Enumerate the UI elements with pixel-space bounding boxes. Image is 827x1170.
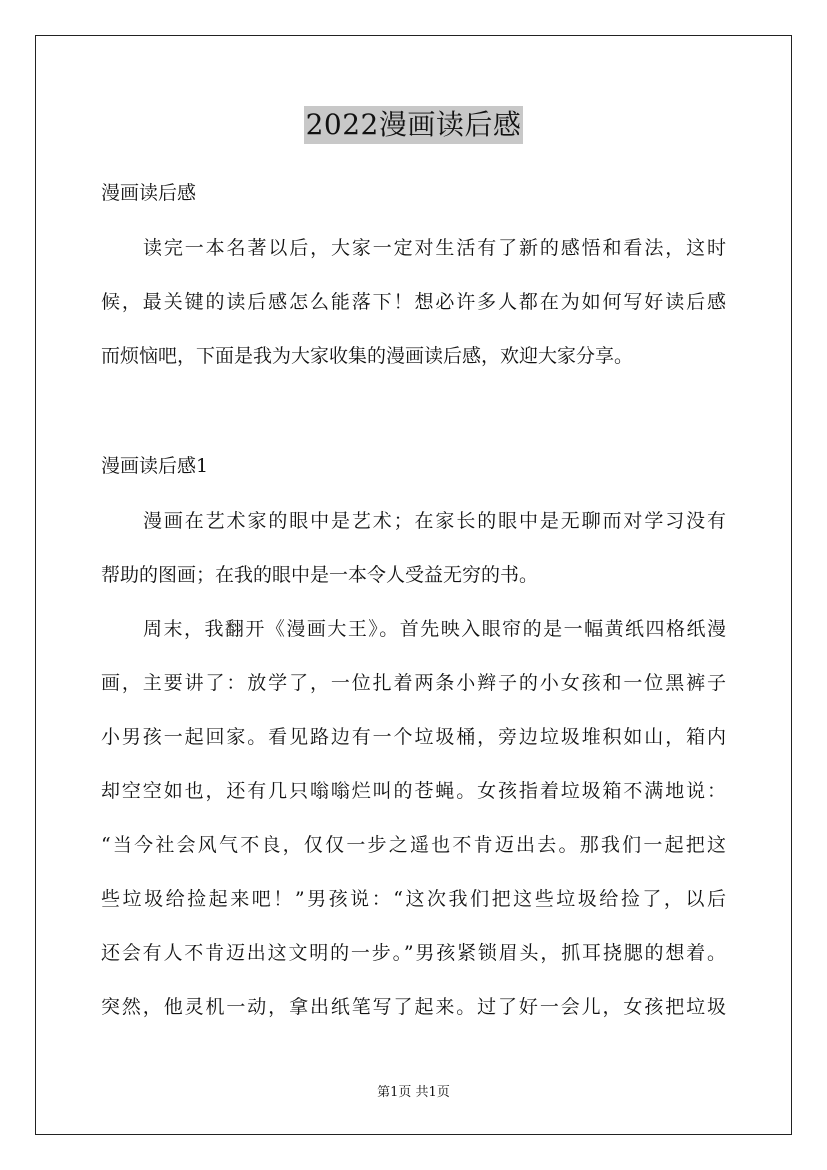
para2-line: 画，主要讲了：放学了，一位扎着两条小辫子的小女孩和一位黑裤子 (101, 672, 726, 694)
title-highlight: 2022漫画读后感 (304, 106, 524, 144)
para2-line: 周末，我翻开《漫画大王》。首先映入眼帘的是一幅黄纸四格纸漫 (143, 618, 726, 640)
document-title (0, 104, 827, 144)
section-1-heading: 漫画读后感1 (101, 455, 209, 477)
page-number-footer: 第1页 共1页 (377, 1085, 450, 1100)
para2-line: 突然，他灵机一动，拿出纸笔写了起来。过了好一会儿，女孩把垃圾 (101, 996, 726, 1018)
para1-line: 帮助的图画；在我的眼中是一本令人受益无穷的书。 (101, 564, 539, 586)
para2-line: 却空空如也，还有几只嗡嗡烂叫的苍蝇。女孩指着垃圾箱不满地说： (101, 780, 726, 802)
intro-line: 候，最关键的读后感怎么能落下！想必许多人都在为如何写好读后感 (101, 291, 726, 313)
intro-heading: 漫画读后感 (101, 182, 197, 204)
para2-line: 些垃圾给捡起来吧！”男孩说：“这次我们把这些垃圾给捡了，以后 (101, 888, 726, 910)
para2-line: 小男孩一起回家。看见路边有一个垃圾桶，旁边垃圾堆积如山，箱内 (101, 726, 726, 748)
para1-line: 漫画在艺术家的眼中是艺术；在家长的眼中是无聊而对学习没有 (143, 510, 726, 532)
para2-line: 还会有人不肯迈出这文明的一步。”男孩紧锁眉头，抓耳挠腮的想着。 (101, 942, 726, 964)
para2-line: “当今社会风气不良，仅仅一步之遥也不肯迈出去。那我们一起把这 (101, 834, 726, 856)
intro-line: 而烦恼吧，下面是我为大家收集的漫画读后感，欢迎大家分享。 (101, 345, 634, 367)
intro-line: 读完一本名著以后，大家一定对生活有了新的感悟和看法，这时 (143, 237, 726, 259)
